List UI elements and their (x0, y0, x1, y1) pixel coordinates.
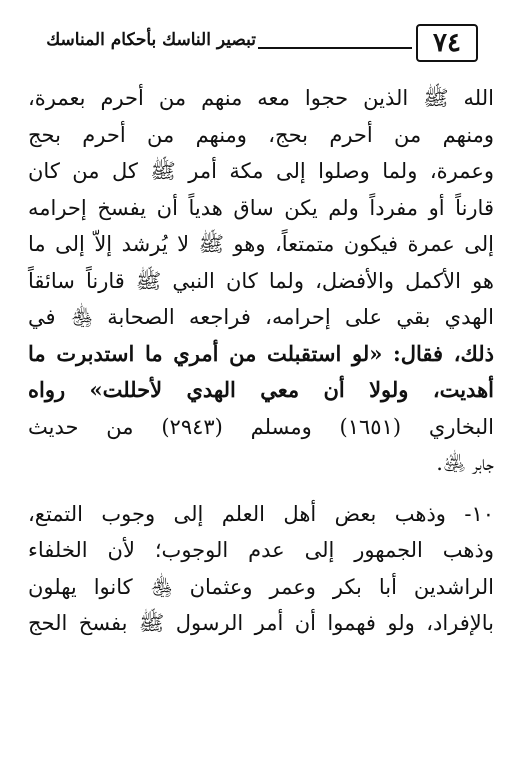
text-line: الراشدين أبا بكر وعمر وعثمان ﵃ كانوا يهلون (28, 574, 494, 599)
text-line: إلى عمرة فيكون متمتعاً، وهو ﷺ لا يُرشد إلاّ إلى ما (28, 232, 494, 256)
text-line: وذهب الجمهور إلى عدم الوجوب؛ لأن الخلفاء (28, 538, 494, 562)
citation-line: جابر ﵁. (436, 451, 494, 475)
hadith-quote-line: ذلك، فقال: «لو استقبلت من أمري ما استدبرت ما (28, 340, 494, 366)
text-line: الله ﷺ الذين حجوا معه منهم من أحرم بعمرة، (28, 86, 494, 110)
page-header (0, 0, 522, 70)
text-line: الهدي بقي على إحرامه، فراجعه الصحابة ﵃ في (28, 305, 494, 329)
book-title: تبصير الناسك بأحكام المناسك (46, 30, 256, 50)
header-rule (258, 47, 412, 49)
text-line: هو الأكمل والأفضل، ولما كان النبي ﷺ قارناً سائقاً (28, 268, 494, 293)
text-line: قارناً أو مفرداً ولم يكن ساق هدياً أن يفسخ إحرامه (28, 195, 494, 220)
page-number: ٧٤ (416, 24, 478, 62)
text-line: ومنهم من أحرم بحج، ومنهم من أحرم بحج (28, 122, 494, 147)
text-line: وعمرة، ولما وصلوا إلى مكة أمر ﷺ كل من كان (28, 159, 494, 183)
text-line: بالإفراد، ولو فهموا أن أمر الرسول ﷺ بفسخ الحج (28, 611, 494, 635)
citation-line: البخاري (١٦٥١) ومسلم (٢٩٤٣) من حديث (28, 414, 494, 439)
text-line: ١٠- وذهب بعض أهل العلم إلى وجوب التمتع، (28, 501, 494, 526)
page-body (28, 80, 494, 642)
hadith-quote-line: أهديت، ولولا أن معي الهدي لأحللت» رواه (28, 377, 494, 402)
paragraph-1 (28, 80, 494, 482)
paragraph-2 (28, 496, 494, 642)
paragraph-gap (28, 482, 494, 496)
